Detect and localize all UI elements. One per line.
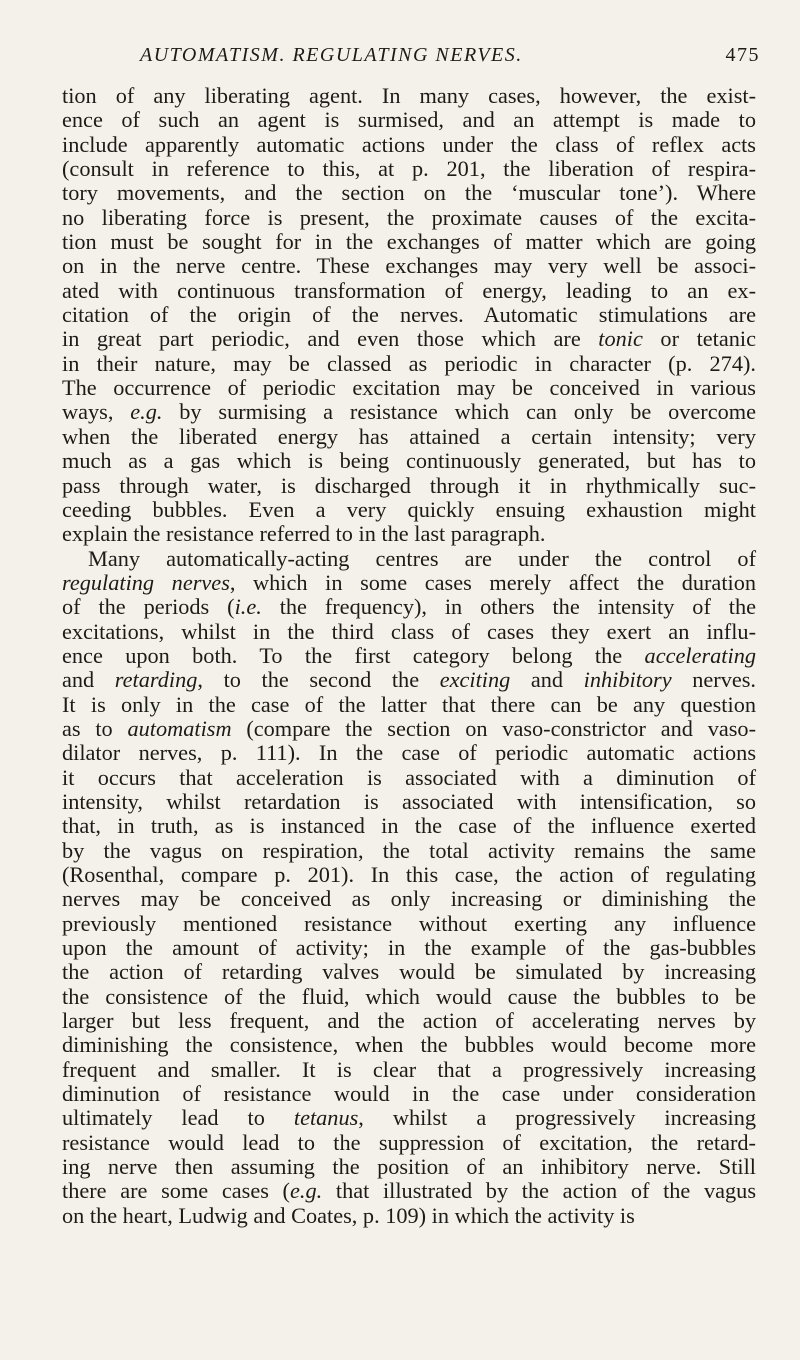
text-line: ceeding bubbles. Even a very quickly ensuing exhaustion might <box>62 496 756 522</box>
text-line: on in the nerve centre. These exchanges may very well be associ- <box>62 253 756 279</box>
text-line: diminution of resistance would in the case under consideration <box>62 1081 756 1107</box>
text-line: excitations, whilst in the third class of cases they exert an influ- <box>62 618 756 644</box>
text-line: include apparently automatic actions under the class of reflex acts <box>62 131 756 157</box>
page-number: 475 <box>725 44 760 66</box>
text-line: nerves may be conceived as only increasing or diminishing the <box>62 886 756 912</box>
text-line: and retarding, to the second the exciting and inhibitory nerves. <box>62 667 756 693</box>
text-line: dilator nerves, p. 111). In the case of periodic automatic actions <box>62 740 756 766</box>
text-line: previously mentioned resistance without exerting any influence <box>62 910 756 936</box>
text-line: there are some cases (e.g. that illustrated by the action of the vagus <box>62 1178 756 1204</box>
text-line: resistance would lead to the suppression of excitation, the retard- <box>62 1129 756 1155</box>
text-line: The occurrence of periodic excitation may be conceived in various <box>62 375 756 401</box>
text-line: (Rosenthal, compare p. 201). In this case, the action of regulating <box>62 862 756 887</box>
text-line: ing nerve then assuming the position of an inhibitory nerve. Still <box>62 1154 756 1180</box>
text-line: that, in truth, as is instanced in the case of the influence exerted <box>62 813 756 839</box>
text-line: it occurs that acceleration is associated with a diminution of <box>62 764 756 790</box>
text-line: intensity, whilst retardation is associated with intensification, so <box>62 788 756 814</box>
text-line: much as a gas which is being continuously generated, but has to <box>62 448 756 474</box>
text-line: of the periods (i.e. the frequency), in others the intensity of the <box>62 594 756 620</box>
text-line: ultimately lead to tetanus, whilst a progressively increasing <box>62 1105 757 1131</box>
text-line: ence upon both. To the first category belong the accelerating <box>62 642 756 668</box>
text-line: by the vagus on respiration, the total activity remains the same <box>62 837 756 863</box>
text-line: regulating nerves, which in some cases merely affect the duration <box>62 569 757 595</box>
text-line: (consult in reference to this, at p. 201, the liberation of respira- <box>62 156 756 182</box>
text-line: on the heart, Ludwig and Coates, p. 109) in which the activity is <box>62 1202 635 1228</box>
text-line: as to automatism (compare the section on vaso-constrictor and vaso- <box>62 715 756 741</box>
text-line: It is only in the case of the latter that there can be any question <box>62 691 756 717</box>
text-line: ence of such an agent is surmised, and an attempt is made to <box>62 107 756 133</box>
text-line: upon the amount of activity; in the example of the gas-bubbles <box>62 935 756 961</box>
text-line: frequent and smaller. It is clear that a progressively increasing <box>62 1056 756 1082</box>
text-line: when the liberated energy has attained a certain intensity; very <box>62 423 756 449</box>
text-line: tory movements, and the section on the ‘muscular tone’). Where <box>62 180 756 206</box>
running-title: AUTOMATISM. REGULATING NERVES. <box>140 44 523 66</box>
text-line: citation of the origin of the nerves. Automatic stimulations are <box>62 302 756 328</box>
text-line: tion of any liberating agent. In many cases, however, the exist- <box>62 83 756 108</box>
text-line: pass through water, is discharged through it in rhythmically suc- <box>62 472 756 498</box>
text-line: Many automatically-acting centres are under the control of <box>88 545 756 571</box>
text-line: the action of retarding valves would be simulated by increasing <box>62 959 756 985</box>
text-line: no liberating force is present, the proximate causes of the excita- <box>62 204 756 230</box>
text-line: larger but less frequent, and the action of accelerating nerves by <box>62 1008 756 1034</box>
text-line: the consistence of the fluid, which would cause the bubbles to be <box>62 983 756 1009</box>
body-text <box>62 84 756 1228</box>
text-line: in great part periodic, and even those which are tonic or tetanic <box>62 326 756 352</box>
text-line: in their nature, may be classed as periodic in character (p. 274). <box>62 350 756 376</box>
text-line: ated with continuous transformation of energy, leading to an ex- <box>62 277 756 303</box>
text-line: ways, e.g. by surmising a resistance which can only be overcome <box>62 399 756 425</box>
text-line: tion must be sought for in the exchanges of matter which are going <box>62 229 756 255</box>
text-line: diminishing the consistence, when the bubbles would become more <box>62 1032 756 1058</box>
text-line: explain the resistance referred to in the last paragraph. <box>62 521 546 547</box>
